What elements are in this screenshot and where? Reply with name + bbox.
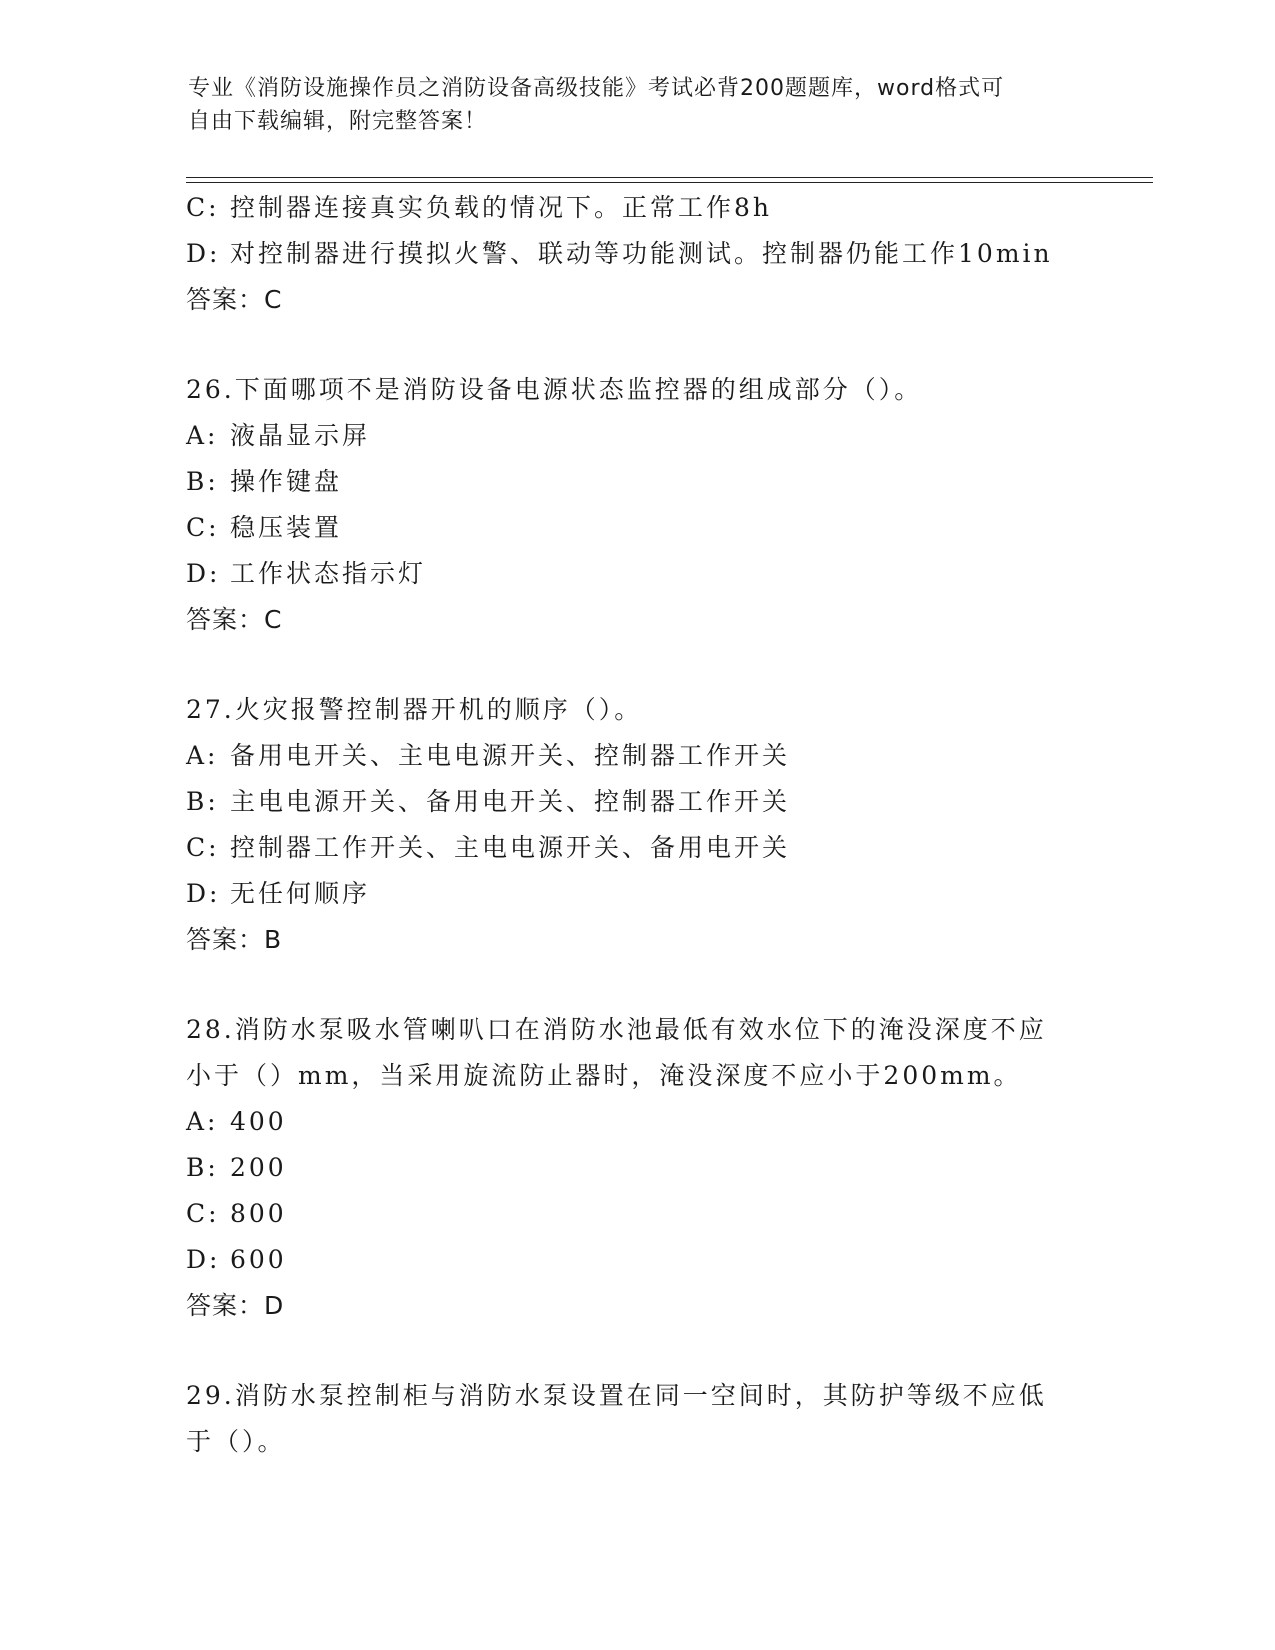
header-line-2: 自由下载编辑，附完整答案！ [188, 109, 488, 134]
question-stem: 26.下面哪项不是消防设备电源状态监控器的组成部分（）。 [186, 375, 923, 404]
option-text: 液晶显示屏 [230, 421, 371, 450]
option-text: 800 [230, 1199, 287, 1228]
option-label: D: [186, 559, 221, 588]
answer: 答案：B [186, 925, 283, 954]
option-text: 稳压装置 [230, 513, 343, 542]
option-d [186, 231, 1086, 277]
option-text: 操作键盘 [230, 467, 343, 496]
option-b [186, 779, 1086, 825]
answer: 答案：D [186, 1291, 285, 1320]
option-text: 400 [230, 1107, 287, 1136]
option-label: A: [186, 421, 219, 450]
question-stem-line-2: 小于（）mm，当采用旋流防止器时，淹没深度不应小于200mm。 [186, 1061, 1022, 1090]
question-stem: 27.火灾报警控制器开机的顺序（）。 [186, 695, 643, 724]
option-c [186, 185, 1086, 231]
question-28 [186, 1007, 1086, 1329]
option-text: 对控制器进行摸拟火警、联动等功能测试。控制器仍能工作10min [230, 239, 1053, 268]
option-b [186, 459, 1086, 505]
question-stem-line-1: 28.消防水泵吸水管喇叭口在消防水池最低有效水位下的淹没深度不应 [186, 1015, 1047, 1044]
header-line-1: 专业《消防设施操作员之消防设备高级技能》考试必背200题题库，word格式可 [188, 76, 1005, 101]
option-label: B: [186, 1153, 219, 1182]
question-stem-line-2: 于（）。 [186, 1427, 286, 1456]
option-text: 控制器工作开关、主电电源开关、备用电开关 [230, 833, 791, 862]
option-label: D: [186, 239, 221, 268]
option-a [186, 413, 1086, 459]
question-stem-line-1: 29.消防水泵控制柜与消防水泵设置在同一空间时，其防护等级不应低 [186, 1381, 1047, 1410]
option-text: 无任何顺序 [230, 879, 371, 908]
option-c [186, 505, 1086, 551]
option-b [186, 1145, 1086, 1191]
option-label: A: [186, 741, 219, 770]
question-list [186, 185, 1086, 1465]
option-label: D: [186, 1245, 221, 1274]
option-text: 主电电源开关、备用电开关、控制器工作开关 [230, 787, 791, 816]
option-label: B: [186, 787, 219, 816]
option-d [186, 1237, 1086, 1283]
option-text: 备用电开关、主电电源开关、控制器工作开关 [230, 741, 791, 770]
option-a [186, 1099, 1086, 1145]
option-c [186, 1191, 1086, 1237]
answer: 答案：C [186, 605, 283, 634]
option-d [186, 551, 1086, 597]
question-26 [186, 367, 1086, 643]
option-label: C: [186, 1199, 220, 1228]
option-d [186, 871, 1086, 917]
option-label: D: [186, 879, 221, 908]
option-label: C: [186, 193, 220, 222]
option-text: 工作状态指示灯 [230, 559, 427, 588]
header-divider-top [186, 177, 1153, 178]
question-25-tail [186, 185, 1086, 323]
option-label: C: [186, 513, 220, 542]
question-29 [186, 1373, 1086, 1465]
question-27 [186, 687, 1086, 963]
option-label: A: [186, 1107, 219, 1136]
option-a [186, 733, 1086, 779]
option-text: 200 [230, 1153, 287, 1182]
answer: 答案：C [186, 285, 283, 314]
option-c [186, 825, 1086, 871]
document-header [188, 72, 1088, 138]
header-divider-bottom [186, 182, 1153, 183]
option-label: B: [186, 467, 219, 496]
option-text: 控制器连接真实负载的情况下。正常工作8h [230, 193, 773, 222]
option-text: 600 [230, 1245, 287, 1274]
option-label: C: [186, 833, 220, 862]
